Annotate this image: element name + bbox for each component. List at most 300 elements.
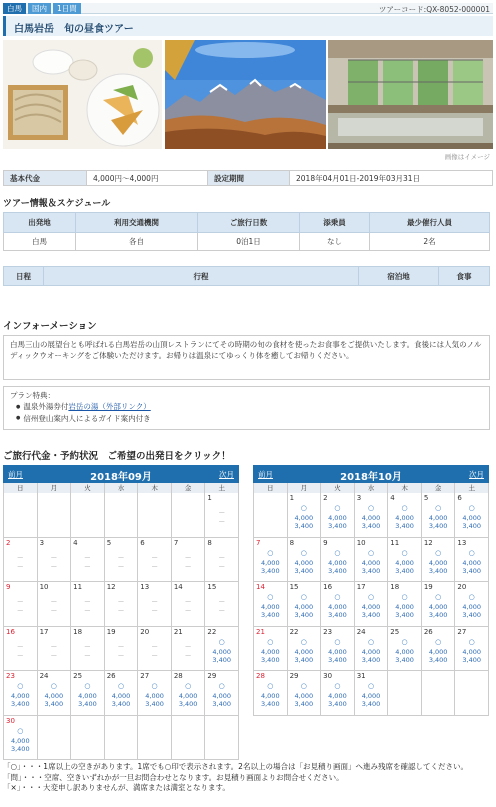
schedule-header-departure: 出発地 xyxy=(4,213,76,233)
calendar-day-cell[interactable] xyxy=(455,582,489,627)
next-month-link[interactable]: 次月 xyxy=(219,470,234,479)
price-child: 3,400 xyxy=(428,522,448,530)
calendar-day-cell[interactable] xyxy=(321,538,355,583)
calendar-day-cell[interactable] xyxy=(388,538,422,583)
availability-mark: ○ xyxy=(334,637,341,646)
price-adult: 4,000 xyxy=(328,647,347,656)
calendar-day-cell xyxy=(105,538,139,583)
dash-line: － xyxy=(16,607,24,615)
calendar-empty-cell xyxy=(172,716,206,761)
calendar-day-cell[interactable] xyxy=(4,716,38,761)
day-number: 28 xyxy=(173,672,183,680)
price-adult: 4,000 xyxy=(212,647,232,656)
calendar-empty-cell xyxy=(455,671,489,716)
day-number: 23 xyxy=(323,627,333,636)
price-child: 3,400 xyxy=(260,566,280,575)
day-price xyxy=(254,559,287,575)
availability-legend xyxy=(3,762,491,794)
dash-line: － xyxy=(50,553,58,562)
calendar-empty-cell xyxy=(422,671,456,716)
day-number: 30 xyxy=(6,716,15,725)
day-number: 15 xyxy=(207,583,217,591)
day-number: 19 xyxy=(423,583,433,591)
plan-item xyxy=(16,401,483,413)
tag-duration[interactable]: 1日間 xyxy=(53,3,81,14)
calendar-empty-cell xyxy=(38,493,72,538)
schedule-cell-transport: 各自 xyxy=(76,233,198,251)
period-label: 設定期間 xyxy=(208,171,290,186)
weekday-label: 金 xyxy=(172,483,206,493)
dash-line: － xyxy=(151,598,159,606)
day-number: 6 xyxy=(457,494,462,502)
price-child: 3,400 xyxy=(428,566,448,575)
day-number: 17 xyxy=(356,583,366,591)
day-number: 10 xyxy=(39,583,49,591)
day-number: 27 xyxy=(140,672,150,680)
information-text: 白馬三山の展望台とも呼ばれる白馬岩岳の山頂レストランにてその時期の旬の食材を使ったお食事をご提供いたします。食後には人気のノルディックウオーキングをご体験いただけます。お帰りは温泉にてゆっくり体を癒してお帰りください。 xyxy=(10,340,482,360)
dash-line: － xyxy=(184,607,192,615)
availability-mark: ○ xyxy=(300,682,307,690)
calendar-empty-cell xyxy=(38,716,72,761)
day-number: 21 xyxy=(256,627,265,636)
day-number: 10 xyxy=(356,538,366,547)
day-number: 20 xyxy=(140,627,150,636)
price-adult: 4,000 xyxy=(10,692,30,700)
price-adult: 4,000 xyxy=(428,603,448,611)
day-number: 22 xyxy=(289,627,299,636)
day-price xyxy=(288,603,321,619)
calendar-day-cell[interactable] xyxy=(254,582,288,627)
availability-mark: ○ xyxy=(468,504,475,512)
price-child: 3,400 xyxy=(428,611,448,619)
calendar-day-cell[interactable] xyxy=(422,493,456,538)
calendar-day-cell[interactable] xyxy=(254,671,288,716)
day-number: 12 xyxy=(423,538,433,547)
availability-mark: ○ xyxy=(218,637,225,646)
day-number: 8 xyxy=(289,538,295,547)
day-number: 24 xyxy=(356,627,366,636)
calendar-empty-cell xyxy=(71,716,105,761)
day-number: 2 xyxy=(6,538,11,547)
price-adult: 4,000 xyxy=(178,692,198,700)
day-unavailable xyxy=(71,598,104,616)
availability-mark: ○ xyxy=(117,682,125,690)
availability-mark: ○ xyxy=(267,637,274,646)
next-month-link[interactable]: 次月 xyxy=(469,470,484,479)
calendar-day-cell xyxy=(4,538,38,583)
availability-mark: ○ xyxy=(367,682,375,690)
legend-line-full: 「×」・・・大変申し訳ありませんが、満席または満室となります。 xyxy=(3,783,230,792)
calendar-day-cell[interactable] xyxy=(355,582,389,627)
price-child: 3,400 xyxy=(294,655,314,664)
day-price xyxy=(455,559,488,575)
itinerary-header-stay: 宿泊地 xyxy=(359,267,439,286)
dash-line: － xyxy=(151,562,159,571)
dash-line: － xyxy=(83,598,91,606)
calendar-day-cell[interactable] xyxy=(288,493,322,538)
calendar-day-cell[interactable] xyxy=(71,671,105,716)
day-number: 26 xyxy=(106,672,116,680)
day-number: 9 xyxy=(6,583,11,591)
plan-list xyxy=(16,401,483,424)
calendar-day-cell[interactable] xyxy=(422,582,456,627)
dash-line: － xyxy=(184,562,192,571)
dash-line: － xyxy=(83,607,91,615)
day-unavailable xyxy=(172,554,205,572)
day-unavailable xyxy=(38,554,71,572)
availability-mark: ○ xyxy=(267,593,274,601)
availability-mark: ○ xyxy=(17,682,24,690)
weekday-row xyxy=(3,483,239,493)
day-price xyxy=(138,692,171,708)
availability-mark: ○ xyxy=(468,637,475,646)
price-child: 3,400 xyxy=(361,522,381,530)
day-number: 18 xyxy=(390,583,400,591)
price-adult: 4,000 xyxy=(428,647,448,656)
price-adult: 4,000 xyxy=(294,603,314,611)
legend-line-inquiry: 「問」・・・空席、空きいずれかが一旦お問合わせとなります。お見積り画面よりお問合せください。 xyxy=(3,772,344,782)
price-child: 3,400 xyxy=(361,611,381,619)
price-adult: 4,000 xyxy=(462,647,482,656)
schedule-header-transport: 利用交通機関 xyxy=(76,213,198,233)
price-adult: 4,000 xyxy=(44,692,64,700)
calendar-day-cell xyxy=(38,538,72,583)
period-value: 2018年04月01日-2019年03月31日 xyxy=(290,171,493,186)
day-unavailable xyxy=(38,643,71,661)
day-price xyxy=(288,514,321,530)
day-unavailable xyxy=(38,598,71,616)
calendar-day-cell xyxy=(138,582,172,627)
calendar-day-cell[interactable] xyxy=(455,538,489,583)
day-number: 6 xyxy=(140,538,145,547)
calendar-day-cell xyxy=(105,627,139,672)
price-child: 3,400 xyxy=(212,700,232,708)
price-child: 3,400 xyxy=(145,700,164,708)
price-child: 3,400 xyxy=(328,611,347,619)
calendar-day-cell[interactable] xyxy=(38,671,72,716)
availability-mark: ○ xyxy=(267,548,274,557)
calendar-day-cell[interactable] xyxy=(254,538,288,583)
calendar-day-cell[interactable] xyxy=(138,671,172,716)
calendar-day-cell[interactable] xyxy=(205,671,239,716)
day-price xyxy=(4,737,37,753)
day-number: 2 xyxy=(323,494,328,502)
plan-item xyxy=(16,413,483,425)
day-number: 16 xyxy=(6,627,15,636)
availability-mark: ○ xyxy=(401,504,408,512)
calendar-day-cell[interactable] xyxy=(455,493,489,538)
itinerary-header-meals: 食事 xyxy=(439,267,490,286)
price-adult: 4,000 xyxy=(361,558,381,567)
availability-mark: ○ xyxy=(151,682,158,690)
calendar-empty-cell xyxy=(105,493,139,538)
price-adult: 4,000 xyxy=(361,514,381,522)
calendar-day-cell[interactable] xyxy=(388,582,422,627)
onsen-external-link[interactable]: 岩岳の湯（外部リンク） xyxy=(68,402,151,411)
photo-caption: 画像はイメージ xyxy=(444,153,490,161)
day-unavailable xyxy=(138,598,171,616)
day-unavailable xyxy=(138,643,171,661)
calendar-day-cell[interactable] xyxy=(388,493,422,538)
price-adult: 4,000 xyxy=(260,692,280,700)
itinerary-table xyxy=(3,266,490,286)
day-unavailable xyxy=(172,643,205,661)
day-number: 4 xyxy=(73,538,78,547)
dash-line: － xyxy=(151,553,159,562)
tag-domestic[interactable]: 国内 xyxy=(28,3,51,14)
dash-line: － xyxy=(117,562,125,571)
price-adult: 4,000 xyxy=(395,514,414,522)
availability-mark: ○ xyxy=(84,682,91,690)
price-adult: 4,000 xyxy=(260,603,280,611)
plan-box xyxy=(3,386,490,430)
day-price xyxy=(105,692,138,708)
dash-line: － xyxy=(151,607,159,615)
calendar-day-cell[interactable] xyxy=(288,582,322,627)
price-adult: 4,000 xyxy=(260,558,280,567)
availability-mark: ○ xyxy=(267,682,274,690)
schedule-header-min-people: 最少催行人員 xyxy=(370,213,490,233)
availability-mark: ○ xyxy=(334,682,341,690)
price-adult: 4,000 xyxy=(462,514,482,522)
calendar-day-cell[interactable] xyxy=(172,671,206,716)
prev-month-link[interactable]: 前月 xyxy=(8,470,23,479)
price-adult: 4,000 xyxy=(361,647,381,656)
calendar-day-cell[interactable] xyxy=(355,493,389,538)
day-number: 13 xyxy=(457,538,467,547)
top-bar xyxy=(3,3,493,14)
weekday-label: 月 xyxy=(38,483,72,493)
availability-mark: ○ xyxy=(435,593,442,601)
weekday-label: 火 xyxy=(321,483,355,493)
weekday-row xyxy=(253,483,489,493)
dash-line: － xyxy=(117,642,125,651)
weekday-label: 水 xyxy=(355,483,389,493)
price-adult: 4,000 xyxy=(395,603,414,611)
availability-mark: ○ xyxy=(334,548,341,557)
calendar-day-cell[interactable] xyxy=(455,627,489,672)
calendar-day-cell[interactable] xyxy=(288,627,322,672)
price-child: 3,400 xyxy=(78,700,97,708)
price-child: 3,400 xyxy=(212,655,232,664)
price-adult: 4,000 xyxy=(294,558,314,567)
price-adult: 4,000 xyxy=(395,647,414,656)
price-adult: 4,000 xyxy=(78,692,97,700)
photo-hot-spring xyxy=(328,40,493,149)
day-unavailable xyxy=(205,598,238,616)
calendar-day-cell[interactable] xyxy=(422,538,456,583)
price-adult: 4,000 xyxy=(294,692,314,700)
price-child: 3,400 xyxy=(328,700,347,708)
day-price xyxy=(422,514,455,530)
calendar-day-cell[interactable] xyxy=(288,538,322,583)
calendar-day-cell[interactable] xyxy=(388,627,422,672)
day-price xyxy=(455,514,488,530)
calendar-day-cell xyxy=(172,538,206,583)
availability-mark: ○ xyxy=(401,548,408,557)
calendar-day-cell[interactable] xyxy=(321,671,355,716)
availability-mark: ○ xyxy=(367,504,375,512)
day-price xyxy=(422,559,455,575)
availability-mark: ○ xyxy=(300,593,307,601)
day-number: 18 xyxy=(73,627,83,636)
price-child: 3,400 xyxy=(260,700,280,708)
plan-title: プラン特典： xyxy=(10,391,55,400)
calendar-day-cell[interactable] xyxy=(321,493,355,538)
calendar-day-cell xyxy=(205,493,239,538)
day-price xyxy=(71,692,104,708)
dash-line: － xyxy=(117,553,125,562)
calendar-day-cell xyxy=(38,582,72,627)
availability-mark: ○ xyxy=(300,548,307,557)
dash-line: － xyxy=(184,642,192,651)
weekday-label: 火 xyxy=(71,483,105,493)
day-number: 17 xyxy=(39,627,49,636)
day-number: 8 xyxy=(207,538,212,547)
calendar-empty-cell xyxy=(71,493,105,538)
day-price xyxy=(4,692,37,708)
availability-mark: ○ xyxy=(367,548,375,557)
price-child: 3,400 xyxy=(462,522,482,530)
calendar-september xyxy=(3,465,239,760)
calendar-day-cell[interactable] xyxy=(254,627,288,672)
itinerary-header-route: 行程 xyxy=(44,267,359,286)
page-title: 白馬岩岳 旬の昼食ツアー xyxy=(14,24,134,35)
price-child: 3,400 xyxy=(428,655,448,664)
day-number: 29 xyxy=(289,672,299,680)
dash-line: － xyxy=(50,607,58,615)
price-adult: 4,000 xyxy=(145,692,164,700)
calendar-day-cell xyxy=(172,582,206,627)
calendar-day-cell[interactable] xyxy=(105,671,139,716)
price-child: 3,400 xyxy=(462,655,482,664)
day-number: 26 xyxy=(423,627,433,636)
tour-code: ツアーコード:QX-8052-000001 xyxy=(378,5,490,14)
price-adult: 4,000 xyxy=(395,558,414,567)
information-title: インフォーメーション xyxy=(3,321,97,332)
day-price xyxy=(388,648,421,664)
day-number: 4 xyxy=(390,494,395,502)
calendar-day-cell[interactable] xyxy=(321,582,355,627)
price-adult: 4,000 xyxy=(361,692,381,700)
calendar-day-cell xyxy=(172,627,206,672)
price-child: 3,400 xyxy=(294,566,314,575)
price-adult: 4,000 xyxy=(462,558,482,567)
day-price xyxy=(422,648,455,664)
day-number: 5 xyxy=(106,538,112,547)
dash-line: － xyxy=(184,553,192,562)
calendar-grid xyxy=(253,493,489,716)
day-unavailable xyxy=(105,598,138,616)
schedule-table xyxy=(3,212,490,251)
availability-mark: ○ xyxy=(367,637,375,646)
calendar-day-cell[interactable] xyxy=(205,627,239,672)
price-child: 3,400 xyxy=(10,744,30,753)
price-child: 3,400 xyxy=(294,700,314,708)
calendar-day-cell xyxy=(71,538,105,583)
day-number: 16 xyxy=(323,583,333,591)
day-unavailable xyxy=(172,598,205,616)
calendar-day-cell xyxy=(4,582,38,627)
price-adult: 4,000 xyxy=(462,603,482,611)
calendar-day-cell[interactable] xyxy=(422,627,456,672)
weekday-label: 金 xyxy=(422,483,456,493)
availability-mark: ○ xyxy=(435,637,442,646)
dash-line: － xyxy=(218,553,226,562)
prev-month-link[interactable]: 前月 xyxy=(258,470,273,479)
price-adult: 4,000 xyxy=(428,514,448,522)
tag-area[interactable]: 白馬 xyxy=(3,3,26,14)
day-unavailable xyxy=(105,643,138,661)
dash-line: － xyxy=(218,562,226,571)
calendar-empty-cell xyxy=(138,716,172,761)
day-price xyxy=(355,648,388,664)
dash-line: － xyxy=(151,651,159,660)
day-number: 27 xyxy=(457,627,467,636)
price-child: 3,400 xyxy=(361,700,381,708)
day-number: 1 xyxy=(289,494,295,502)
day-unavailable xyxy=(71,643,104,661)
day-number: 28 xyxy=(256,672,265,680)
day-price xyxy=(355,692,388,708)
calendar-day-cell xyxy=(4,627,38,672)
day-unavailable xyxy=(205,509,238,527)
calendar-day-cell[interactable] xyxy=(355,627,389,672)
day-unavailable xyxy=(205,554,238,572)
price-adult: 4,000 xyxy=(328,603,347,611)
calendar-day-cell[interactable] xyxy=(355,671,389,716)
calendar-empty-cell xyxy=(105,716,139,761)
day-price xyxy=(254,692,287,708)
photo-soba-lunch xyxy=(3,40,162,149)
calendar-empty-cell xyxy=(138,493,172,538)
day-unavailable xyxy=(105,554,138,572)
dash-line: － xyxy=(151,642,159,651)
calendar-day-cell[interactable] xyxy=(355,538,389,583)
day-number: 19 xyxy=(106,627,116,636)
price-adult: 4,000 xyxy=(328,692,347,700)
weekday-label: 水 xyxy=(105,483,139,493)
price-value: 4,000円〜4,000円 xyxy=(87,171,208,186)
schedule-cell-departure: 白馬 xyxy=(4,233,76,251)
price-child: 3,400 xyxy=(395,566,414,575)
calendar-day-cell xyxy=(71,627,105,672)
price-child: 3,400 xyxy=(328,566,347,575)
availability-mark: ○ xyxy=(401,637,408,646)
weekday-label: 土 xyxy=(455,483,489,493)
calendar-day-cell[interactable] xyxy=(321,627,355,672)
day-number: 3 xyxy=(39,538,45,547)
dash-line: － xyxy=(50,642,58,651)
day-price xyxy=(288,692,321,708)
day-price xyxy=(38,692,71,708)
availability-mark: ○ xyxy=(367,593,375,601)
legend-line-available: 「○」・・・1席以上の空きがあります。1席でも○印で表示されます。2名以上の場合は「お見積り画面」へ進み残席を確認してください。 xyxy=(3,762,468,771)
day-price xyxy=(321,692,354,708)
day-number: 15 xyxy=(289,583,299,591)
price-child: 3,400 xyxy=(10,700,30,708)
calendar-day-cell[interactable] xyxy=(4,671,38,716)
day-number: 23 xyxy=(6,672,15,680)
day-number: 20 xyxy=(457,583,467,591)
dash-line: － xyxy=(184,598,192,606)
dash-line: － xyxy=(117,607,125,615)
table-row xyxy=(4,233,490,251)
calendar-day-cell[interactable] xyxy=(288,671,322,716)
dash-line: － xyxy=(218,518,226,526)
schedule-cell-conductor: なし xyxy=(300,233,370,251)
day-price xyxy=(254,603,287,619)
